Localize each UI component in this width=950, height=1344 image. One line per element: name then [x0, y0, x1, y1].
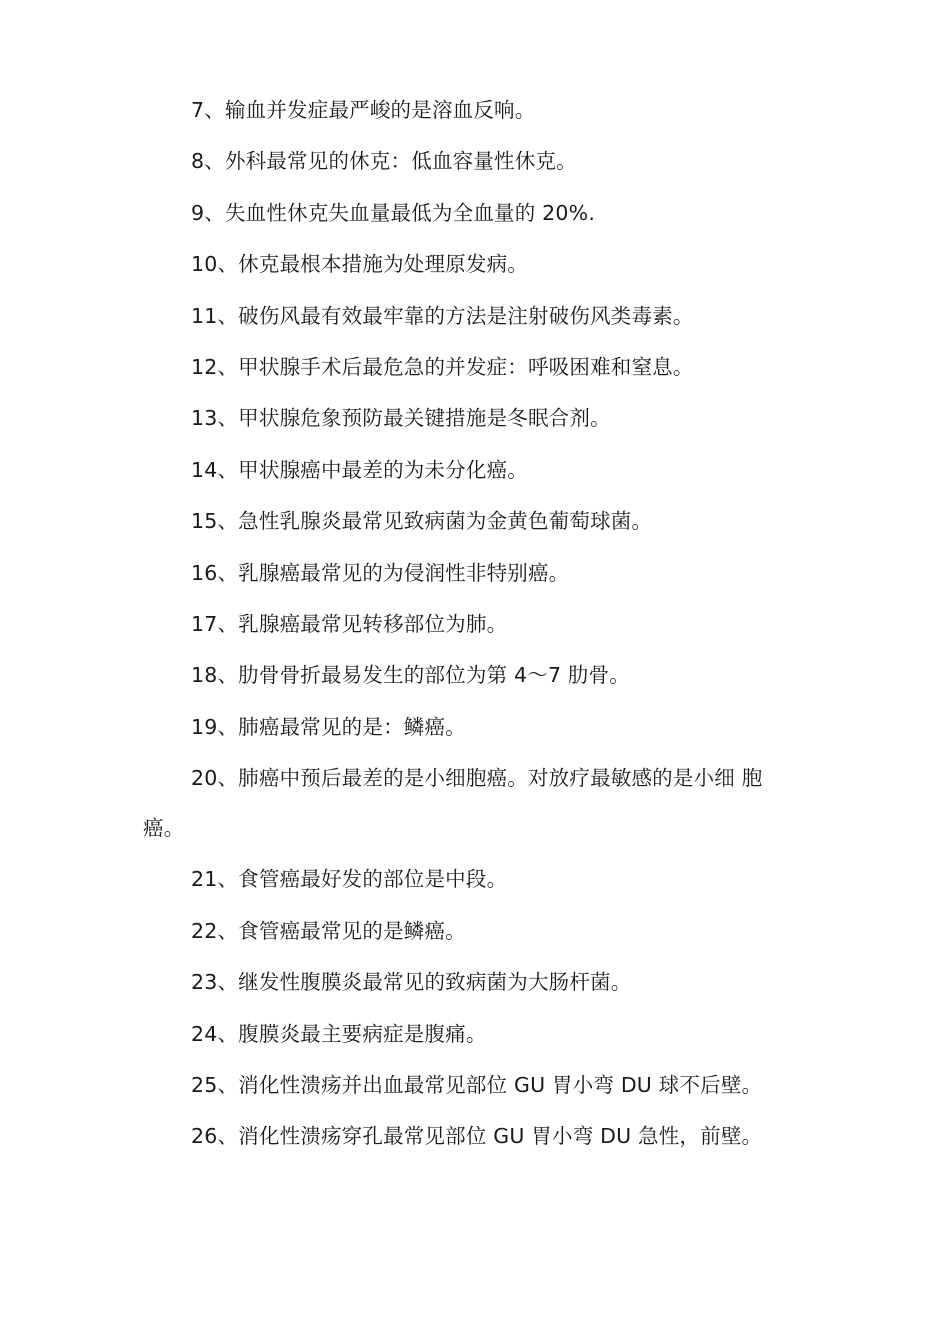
text-line: 18、肋骨骨折最易发生的部位为第 4～7 肋骨。 — [191, 663, 631, 688]
wrapped-paragraph-second-line: 癌。 — [143, 816, 185, 841]
text-line: 12、甲状腺手术后最危急的并发症：呼吸困难和窒息。 — [191, 354, 694, 379]
text-line: 26、消化性溃疡穿孔最常见部位 GU 胃小弯 DU 急性，前壁。 — [191, 1124, 763, 1149]
text-line: 8、外科最常见的休克：低血容量性休克。 — [191, 149, 577, 174]
text-line: 25、消化性溃疡并出血最常见部位 GU 胃小弯 DU 球不后壁。 — [191, 1073, 763, 1098]
text-line: 7、输血并发症最严峻的是溶血反响。 — [191, 98, 536, 122]
text-line: 14、甲状腺癌中最差的为未分化癌。 — [191, 457, 528, 482]
text-line: 16、乳腺癌最常见的为侵润性非特别癌。 — [191, 560, 570, 585]
text-line: 21、食管癌最好发的部位是中段。 — [191, 867, 508, 892]
text-line: 24、腹膜炎最主要病症是腹痛。 — [191, 1021, 487, 1046]
text-line: 9、失血性休克失血量最低为全血量的 20%. — [191, 200, 596, 225]
wrapped-paragraph-first-line: 20、肺癌中预后最差的是小细胞癌。对放疗最敏感的是小细 胞 — [191, 766, 763, 791]
text-line: 10、休克最根本措施为处理原发病。 — [191, 252, 528, 277]
text-line: 13、甲状腺危象预防最关键措施是冬眠合剂。 — [191, 406, 611, 431]
text-line: 23、继发性腹膜炎最常见的致病菌为大肠杆菌。 — [191, 970, 632, 995]
text-line: 11、破伤风最有效最牢靠的方法是注射破伤风类毒素。 — [191, 303, 694, 328]
wrapped-paragraph — [143, 760, 808, 846]
text-line: 15、急性乳腺炎最常见致病菌为金黄色葡萄球菌。 — [191, 509, 653, 534]
text-line: 17、乳腺癌最常见转移部位为肺。 — [191, 611, 508, 636]
text-line: 19、肺癌最常见的是：鳞癌。 — [191, 714, 466, 739]
text-line: 22、食管癌最常见的是鳞癌。 — [191, 918, 466, 943]
document-body — [143, 92, 808, 1170]
